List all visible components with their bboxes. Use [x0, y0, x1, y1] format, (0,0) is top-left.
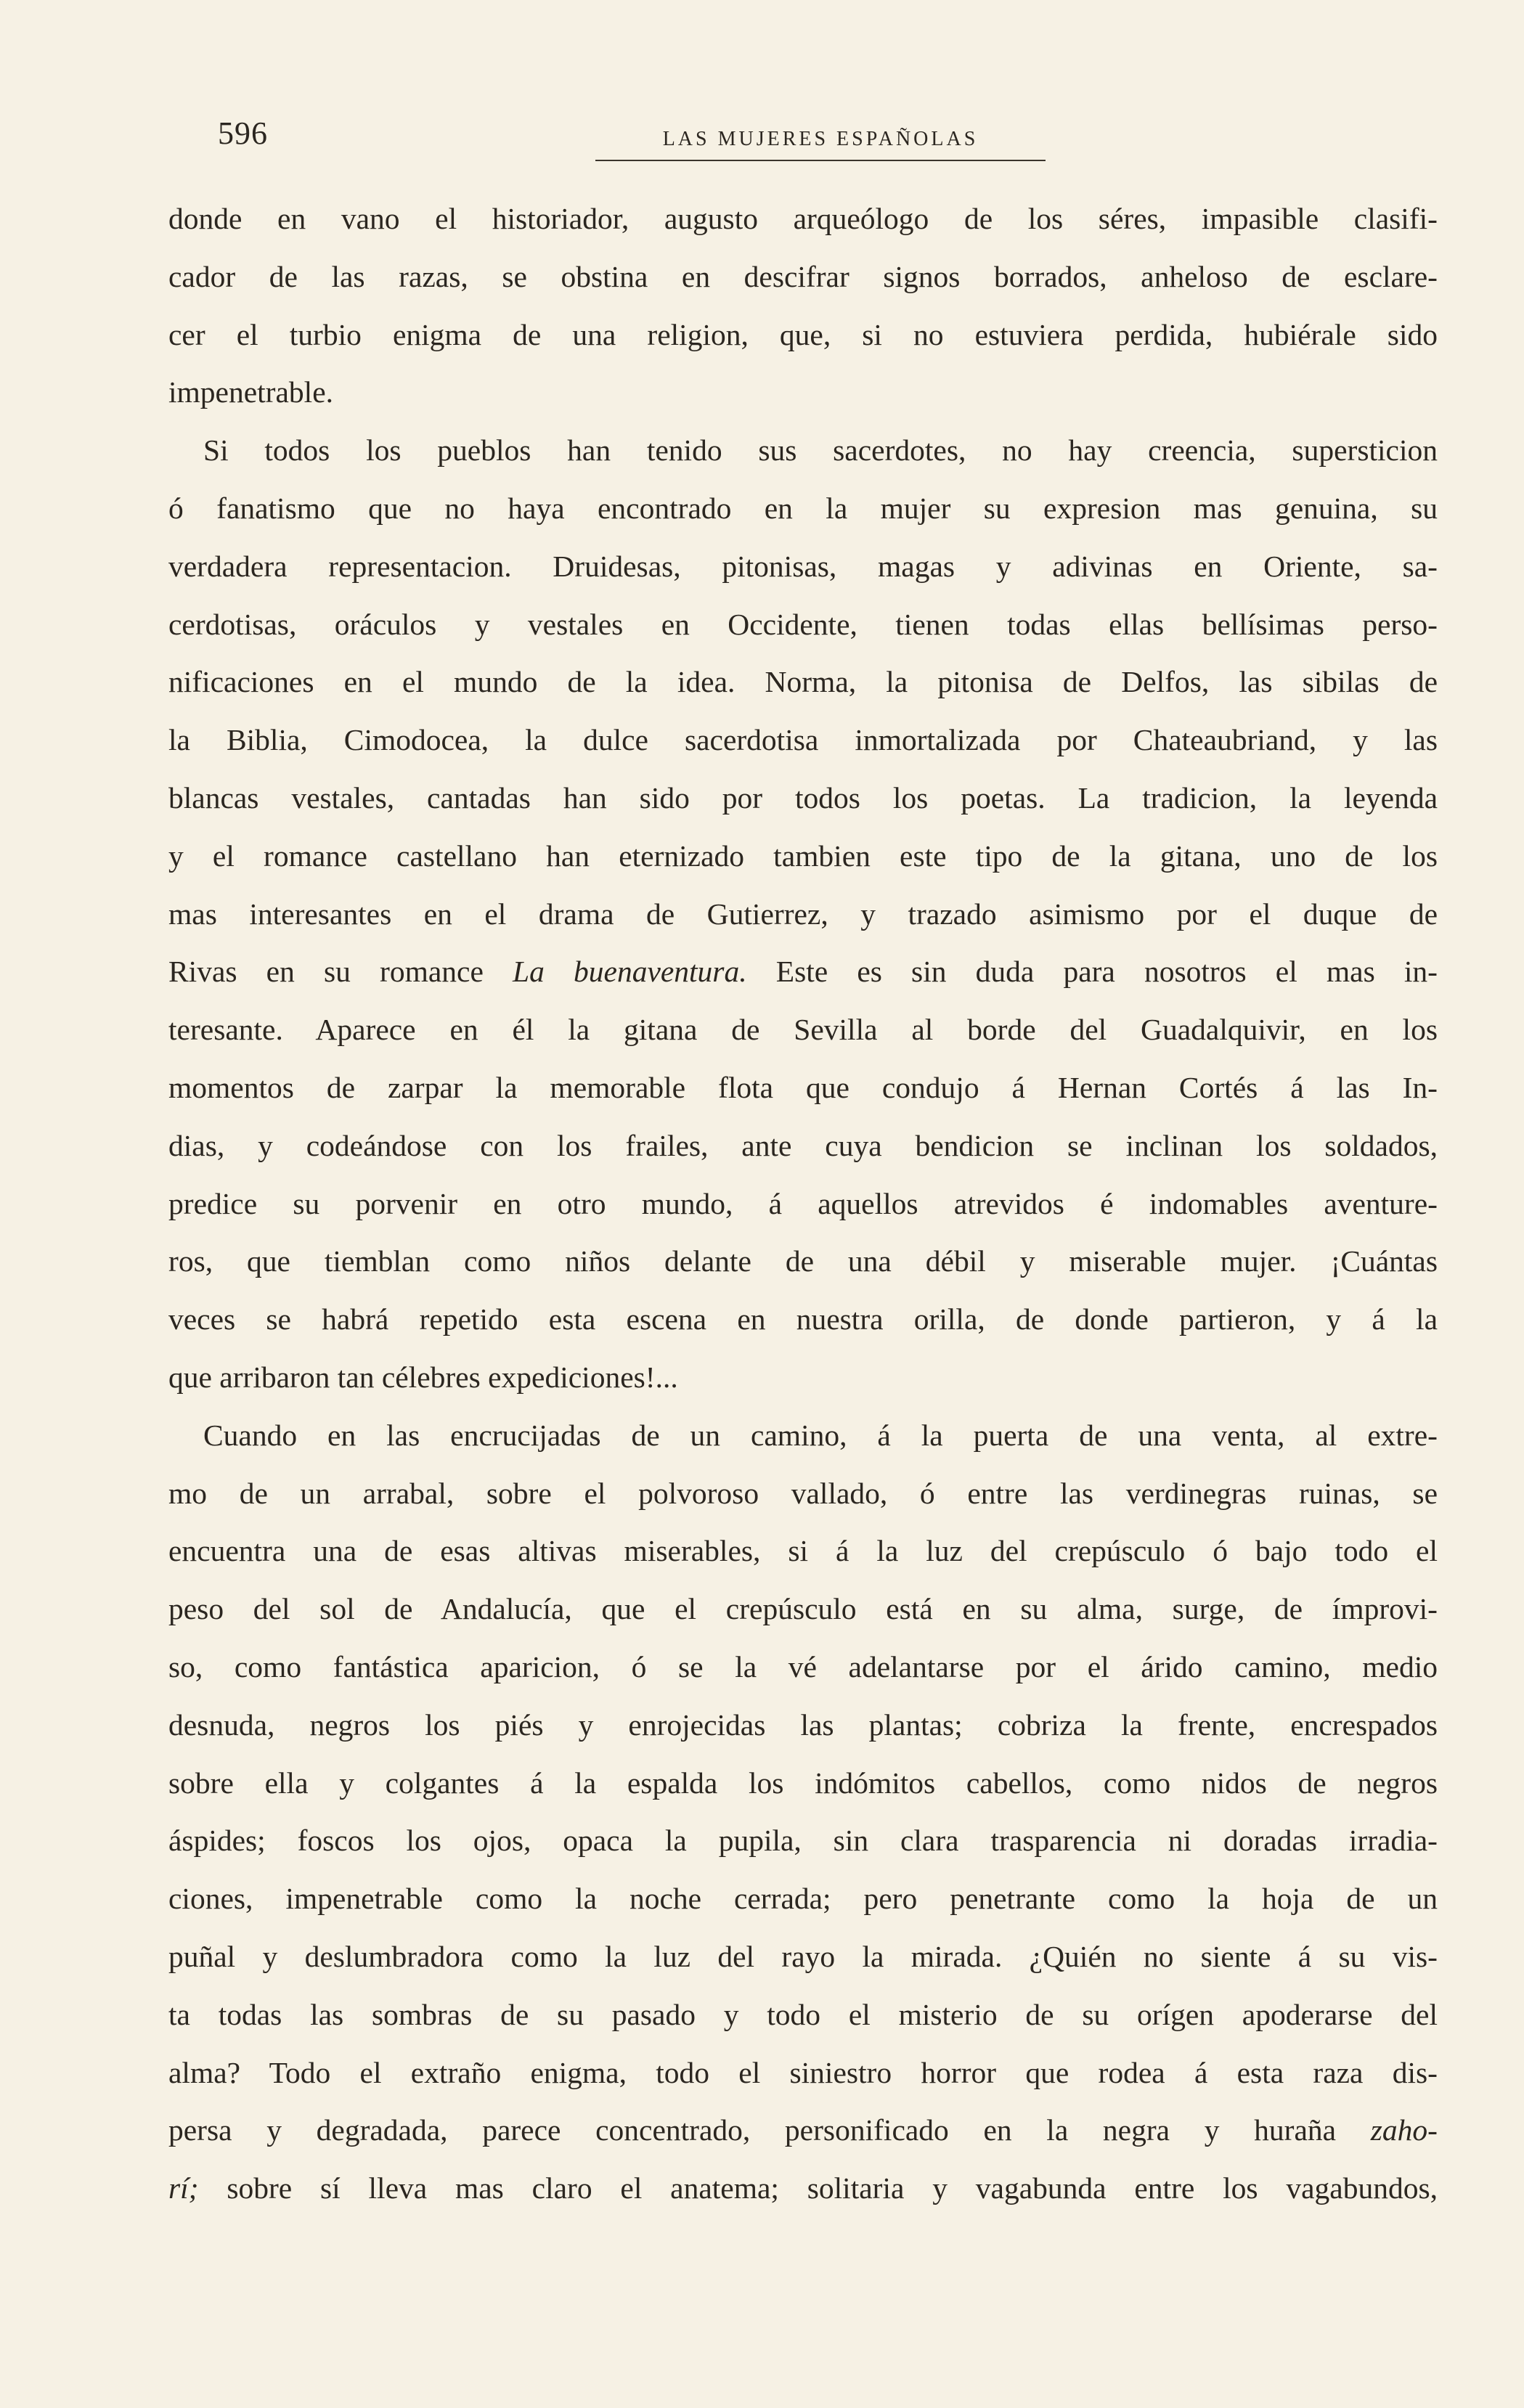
text-line: dias, y codeándose con los frailes, ante cuya bendicion se inclinan los soldados, [168, 1128, 1438, 1162]
text-line: momentos de zarpar la memorable flota que condujo á Hernan Cortés á las In- [168, 1070, 1438, 1104]
text-line: impenetrable. [168, 375, 333, 409]
running-title: LAS MUJERES ESPAÑOLAS [595, 128, 1046, 161]
text-line [168, 2102, 1438, 2160]
italic-word: rí; [168, 2171, 199, 2205]
italic-title: La buenaventura. [513, 955, 747, 989]
text-line: encuentra una de esas altivas miserables, si á la luz del crepúsculo ó bajo todo el [168, 1534, 1438, 1568]
text-line: ó fanatismo que no haya encontrado en la mujer su expresion mas genuina, su [168, 491, 1438, 525]
text-line: nificaciones en el mundo de la idea. Norma, la pitonisa de Delfos, las sibilas de [168, 665, 1438, 699]
text-line: mo de un arrabal, sobre el polvoroso vallado, ó entre las verdinegras ruinas, se [168, 1476, 1438, 1510]
text-line: puñal y deslumbradora como la luz del rayo la mirada. ¿Quién no siente á su vis- [168, 1939, 1438, 1973]
text-line: so, como fantástica aparicion, ó se la vé adelantarse por el árido camino, medio [168, 1649, 1438, 1683]
text-line: que arribaron tan célebres expediciones!... [168, 1360, 678, 1394]
text-line: alma? Todo el extraño enigma, todo el siniestro horror que rodea á esta raza dis- [168, 2055, 1438, 2089]
text-line: ros, que tiemblan como niños delante de una débil y miserable mujer. ¡Cuántas [168, 1244, 1438, 1278]
text-line: verdadera representacion. Druidesas, pitonisas, magas y adivinas en Oriente, sa- [168, 549, 1438, 583]
text-line: áspides; foscos los ojos, opaca la pupila, sin clara trasparencia ni doradas irradia- [168, 1824, 1438, 1858]
text-line: cerdotisas, oráculos y vestales en Occidente, tienen todas ellas bellísimas perso- [168, 607, 1438, 641]
text-line: predice su porvenir en otro mundo, á aquellos atrevidos é indomables aventure- [168, 1186, 1438, 1220]
text-line: ta todas las sombras de su pasado y todo el misterio de su orígen apoderarse del [168, 1997, 1438, 2031]
text-line: peso del sol de Andalucía, que el crepúsculo está en su alma, surge, de ímprovi- [168, 1592, 1438, 1626]
text-line: Cuando en las encrucijadas de un camino, á la puerta de una venta, al extre- [203, 1418, 1438, 1452]
text-line: donde en vano el historiador, augusto arqueólogo de los séres, impasible clasifi- [168, 202, 1438, 235]
body-text [168, 190, 1438, 2218]
text-line: cador de las razas, se obstina en descifrar signos borrados, anheloso de esclare- [168, 259, 1438, 293]
text-run: Este es sin duda para nosotros el mas in- [746, 955, 1438, 989]
page-header [218, 115, 1438, 173]
text-run: persa y degradada, parece concentrado, personificado en la negra y huraña [168, 2113, 1371, 2147]
text-line: veces se habrá repetido esta escena en nuestra orilla, de donde partieron, y á la [168, 1302, 1438, 1336]
italic-word: zaho- [1370, 2113, 1438, 2147]
text-line: y el romance castellano han eternizado tambien este tipo de la gitana, uno de los [168, 838, 1438, 873]
text-line: desnuda, negros los piés y enrojecidas las plantas; cobriza la frente, encrespados [168, 1707, 1438, 1742]
text-line: la Biblia, Cimodocea, la dulce sacerdotisa inmortalizada por Chateaubriand, y las [168, 723, 1438, 757]
text-run: Rivas en su romance [168, 955, 513, 989]
text-line [168, 2160, 1438, 2218]
text-line: teresante. Aparece en él la gitana de Sevilla al borde del Guadalquivir, en los [168, 1013, 1438, 1047]
page-number: 596 [218, 115, 268, 151]
text-line: ciones, impenetrable como la noche cerrada; pero penetrante como la hoja de un [168, 1882, 1438, 1916]
text-line: Si todos los pueblos han tenido sus sacerdotes, no hay creencia, supersticion [203, 433, 1438, 468]
text-line: cer el turbio enigma de una religion, que, si no estuviera perdida, hubiérale sido [168, 317, 1438, 351]
text-line: sobre ella y colgantes á la espalda los indómitos cabellos, como nidos de negros [168, 1766, 1438, 1800]
text-line: mas interesantes en el drama de Gutierrez, y trazado asimismo por el duque de [168, 897, 1438, 931]
text-line [168, 943, 1438, 1001]
text-line: blancas vestales, cantadas han sido por todos los poetas. La tradicion, la leyenda [168, 780, 1438, 815]
text-run: sobre sí lleva mas claro el anatema; solitaria y vagabunda entre los vagabundos, [198, 2171, 1438, 2205]
